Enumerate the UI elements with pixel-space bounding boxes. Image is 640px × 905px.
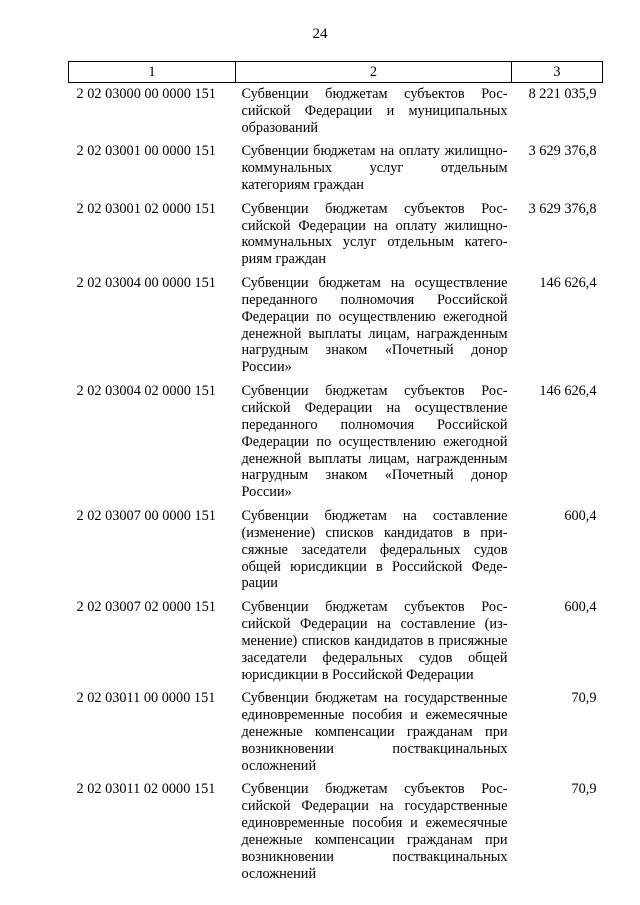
table-header-row: [69, 62, 603, 83]
table-row: [69, 686, 603, 777]
budget-description: Субвенции бюджетам на осуществление переданного полномочия Российской Федерации по осуществлению ежегодной денежной выплаты лицам, награжденным нагрудным знаком «Почетный донор России»: [241, 274, 508, 376]
table-row: [69, 504, 603, 595]
budget-amount: 70,9: [571, 781, 597, 798]
budget-description: Субвенции бюджетам субъектов Российской Федерации на осуществление переданного полномочия Российской Федерации по осуществлению ежегодной денежной выплаты лицам, награжденным нагрудным знаком «Почетный донор России»: [241, 382, 508, 501]
table-row: [69, 197, 603, 271]
column-header-description: 2: [236, 62, 512, 83]
budget-code: 2 02 03004 02 0000 151: [76, 382, 216, 399]
budget-code: 2 02 03000 00 0000 151: [76, 86, 216, 102]
budget-amount: 8 221 035,9: [528, 86, 597, 102]
column-header-amount: 3: [512, 62, 603, 83]
budget-table: [68, 61, 603, 885]
budget-description: Субвенции бюджетам субъектов Российской Федерации на составление (изменение) списков кандидатов в присяжные заседатели федеральных судов общей юрисдикции в Российской Федерации: [241, 598, 508, 683]
budget-amount: 146 626,4: [539, 274, 597, 291]
budget-description: Субвенции бюджетам субъектов Российской Федерации на оплату жилищно-коммунальных услуг отдельным категориям граждан: [241, 200, 508, 268]
budget-description: Субвенции бюджетам на составление (изменение) списков кандидатов в присяжные заседатели федеральных судов общей юрисдикции в Российской Федерации: [241, 507, 508, 592]
column-header-code: 1: [69, 62, 236, 83]
table-row: [69, 595, 603, 686]
budget-description: Субвенции бюджетам субъектов Российской Федерации на государственные единовременные пособия и ежемесячные денежные компенсации гражданам при возникновении поствакцинальных осложнений: [241, 781, 508, 882]
table-row: [69, 271, 603, 379]
table-row: [69, 777, 603, 885]
budget-amount: 70,9: [571, 690, 597, 707]
budget-description: Субвенции бюджетам на оплату жилищно-коммунальных услуг отдельным категориям граждан: [241, 143, 508, 194]
budget-description: Субвенции бюджетам на государственные единовременные пособия и ежемесячные денежные компенсации гражданам при возникновении поствакцинальных осложнений: [241, 690, 508, 774]
budget-amount: 600,4: [564, 598, 597, 615]
budget-code: 2 02 03011 02 0000 151: [76, 781, 216, 798]
budget-code: 2 02 03004 00 0000 151: [76, 274, 216, 291]
budget-amount: 600,4: [564, 507, 597, 524]
budget-code: 2 02 03007 00 0000 151: [76, 507, 216, 524]
table-row: [69, 139, 603, 196]
budget-amount: 3 629 376,8: [528, 143, 597, 160]
budget-code: 2 02 03001 02 0000 151: [76, 200, 216, 217]
table-row: [69, 83, 603, 140]
budget-code: 2 02 03007 02 0000 151: [76, 598, 216, 615]
budget-code: 2 02 03011 00 0000 151: [76, 690, 216, 707]
budget-amount: 146 626,4: [539, 382, 597, 399]
page-number: 24: [312, 26, 328, 42]
budget-description: Субвенции бюджетам субъектов Российской Федерации и муниципальных образований: [241, 86, 508, 136]
budget-code: 2 02 03001 00 0000 151: [76, 143, 216, 160]
budget-amount: 3 629 376,8: [528, 200, 597, 217]
table-row: [69, 379, 603, 504]
